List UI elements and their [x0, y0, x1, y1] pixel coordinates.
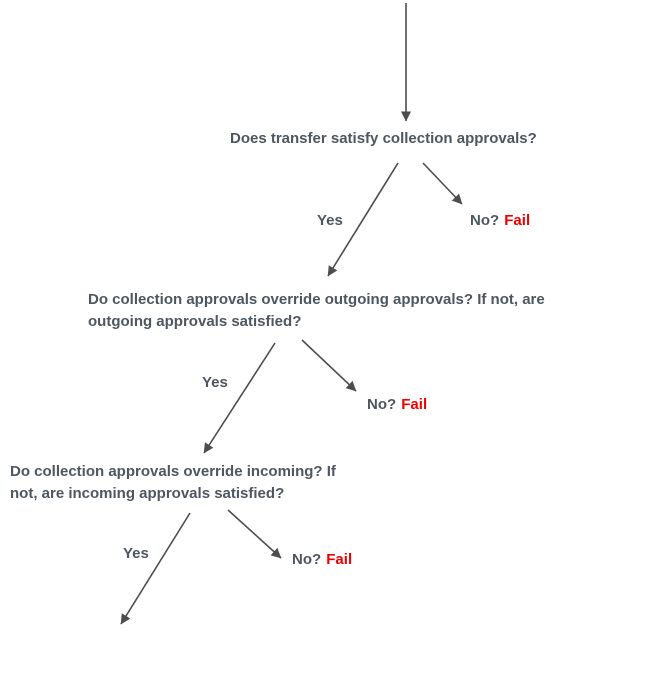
- q3-no-arrow: [228, 510, 281, 558]
- question-line: Do collection approvals override outgoing approvals? If not, are: [88, 291, 545, 308]
- q3-no-text: No?: [292, 551, 322, 568]
- q2-yes-arrow: [204, 343, 275, 453]
- question-node-incoming-approvals: [10, 461, 336, 505]
- q1-no-arrow: [423, 163, 462, 204]
- q1-no-text: No?: [470, 212, 500, 229]
- q1-no-label: [470, 211, 530, 231]
- question-node-outgoing-approvals: [88, 289, 545, 333]
- question-line: not, are incoming approvals satisfied?: [10, 485, 285, 502]
- q1-yes-label: Yes: [317, 212, 343, 229]
- q2-no-text: No?: [367, 396, 397, 413]
- q3-yes-label: Yes: [123, 545, 149, 562]
- question-line: Do collection approvals override incoming? If: [10, 463, 336, 480]
- q2-yes-label: Yes: [202, 374, 228, 391]
- question-node-collection-approvals: [230, 128, 537, 150]
- q1-fail-text: Fail: [504, 212, 531, 229]
- q2-no-arrow: [302, 340, 356, 391]
- q2-no-label: [367, 395, 427, 415]
- q2-fail-text: Fail: [401, 396, 428, 413]
- question-line: Does transfer satisfy collection approvals?: [230, 130, 537, 147]
- question-line: outgoing approvals satisfied?: [88, 313, 302, 330]
- q3-fail-text: Fail: [326, 551, 353, 568]
- q3-yes-arrow: [121, 513, 190, 624]
- q3-no-label: [292, 550, 352, 570]
